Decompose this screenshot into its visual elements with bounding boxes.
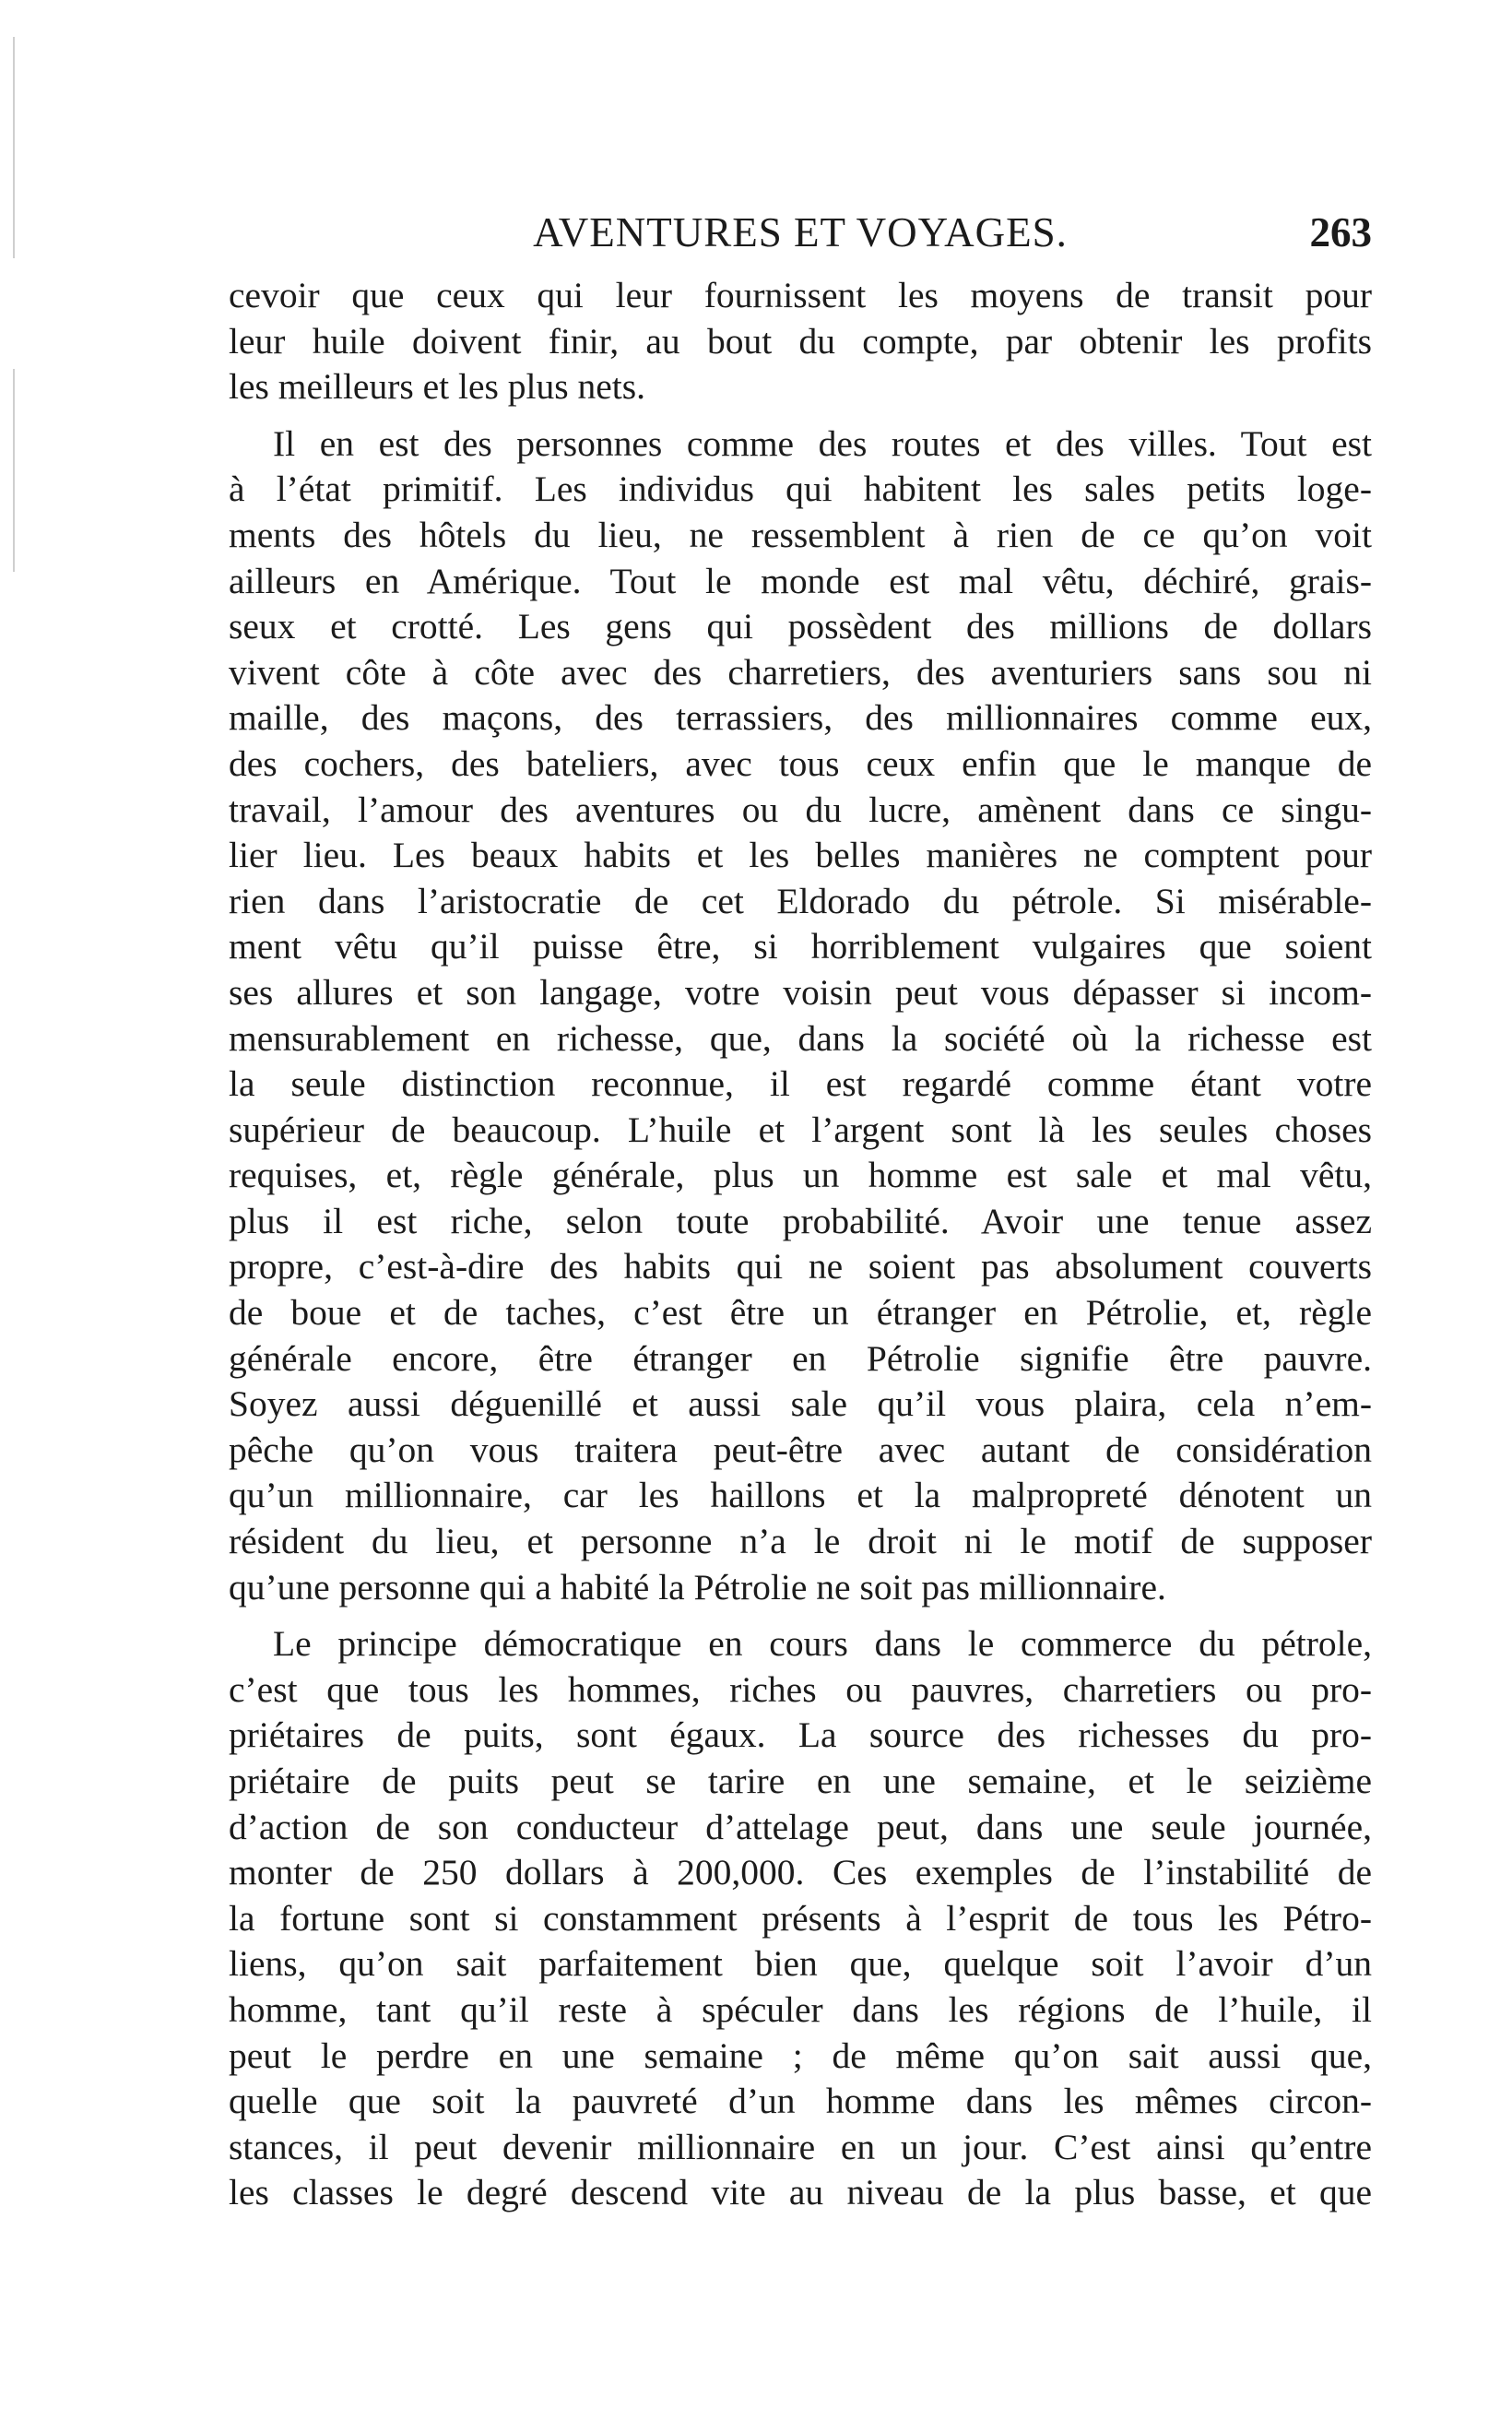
paragraph — [229, 1621, 1372, 2216]
text-line: liens, qu’on sait parfaitement bien que, quelque soit l’avoir d’un — [229, 1943, 1372, 1985]
text-line: stances, il peut devenir millionnaire en un jour. C’est ainsi qu’entre — [229, 2126, 1372, 2167]
text-line: quelle que soit la pauvreté d’un homme dans les mêmes circon- — [229, 2081, 1372, 2122]
text-line: requises, et, règle générale, plus un homme est sale et mal vêtu, — [229, 1155, 1372, 1196]
text-line: leur huile doivent finir, au bout du compte, par obtenir les profits — [229, 320, 1372, 362]
text-line: Le principe démocratique en cours dans le commerce du pétrole, — [273, 1623, 1372, 1665]
paragraph — [229, 421, 1372, 1610]
text-line: propre, c’est-à-dire des habits qui ne soient pas absolument couverts — [229, 1246, 1372, 1287]
text-line: la fortune sont si constamment présents à l’esprit de tous les Pétro- — [229, 1897, 1372, 1939]
text-line: les classes le degré descend vite au niveau de la plus basse, et que — [229, 2172, 1372, 2213]
text-line: qu’un millionnaire, car les haillons et la malpropreté dénotent un — [229, 1475, 1372, 1516]
paragraph — [229, 273, 1372, 410]
text-line: de boue et de taches, c’est être un étranger en Pétrolie, et, règle — [229, 1292, 1372, 1334]
text-line: supérieur de beaucoup. L’huile et l’argent sont là les seules choses — [229, 1109, 1372, 1150]
text-line: ailleurs en Amérique. Tout le monde est mal vêtu, déchiré, grais- — [229, 560, 1372, 601]
running-header — [229, 205, 1372, 260]
text-line: lier lieu. Les beaux habits et les belles manières ne comptent pour — [229, 835, 1372, 876]
text-line: priétaires de puits, sont égaux. La source des richesses du pro- — [229, 1714, 1372, 1756]
text-line: cevoir que ceux qui leur fournissent les moyens de transit pour — [229, 275, 1372, 315]
text-line: mensurablement en richesse, que, dans la société où la richesse est — [229, 1017, 1372, 1059]
text-line: la seule distinction reconnue, il est regardé comme étant votre — [229, 1063, 1372, 1105]
text-line: pêche qu’on vous traitera peut-être avec autant de considération — [229, 1429, 1372, 1470]
text-line: seux et crotté. Les gens qui possèdent des millions de dollars — [229, 606, 1372, 647]
text-line: Soyez aussi déguenillé et aussi sale qu’il vous plaira, cela n’em- — [229, 1383, 1372, 1425]
text-line: homme, tant qu’il reste à spéculer dans les régions de l’huile, il — [229, 1988, 1372, 2030]
text-line: générale encore, être étranger en Pétrolie signifie être pauvre. — [229, 1337, 1372, 1379]
text-line: vivent côte à côte avec des charretiers, des aventuriers sans sou ni — [229, 651, 1372, 693]
page-number: 263 — [1309, 209, 1372, 255]
text-line: Il en est des personnes comme des routes et des villes. Tout est — [273, 422, 1372, 464]
text-line: travail, l’amour des aventures ou du lucre, amènent dans ce singu- — [229, 789, 1372, 830]
text-line: à l’état primitif. Les individus qui habitent les sales petits loge- — [229, 469, 1372, 510]
text-line: les meilleurs et les plus nets. — [229, 366, 645, 408]
text-line: d’action de son conducteur d’attelage peut, dans une seule journée, — [229, 1806, 1372, 1847]
running-title: AVENTURES ET VOYAGES. — [533, 209, 1068, 255]
text-line: peut le perdre en une semaine ; de même qu’on sait aussi que, — [229, 2034, 1372, 2076]
text-line: c’est que tous les hommes, riches ou pauvres, charretiers ou pro- — [229, 1668, 1372, 1710]
text-line: monter de 250 dollars à 200,000. Ces exemples de l’instabilité de — [229, 1852, 1372, 1893]
text-line: résident du lieu, et personne n’a le droit ni le motif de supposer — [229, 1521, 1372, 1562]
paragraph-gap — [229, 410, 1372, 421]
text-line: ment vêtu qu’il puisse être, si horriblement vulgaires que soient — [229, 926, 1372, 967]
text-line: rien dans l’aristocratie de cet Eldorado du pétrole. Si misérable- — [229, 880, 1372, 921]
scan-edge-mark — [13, 369, 15, 572]
text-line: qu’une personne qui a habité la Pétrolie ne soit pas millionnaire. — [229, 1566, 1166, 1607]
text-line: plus il est riche, selon toute probabilité. Avoir une tenue assez — [229, 1200, 1372, 1241]
paragraph-gap — [229, 1610, 1372, 1621]
body-text — [229, 273, 1372, 2216]
text-line: maille, des maçons, des terrassiers, des millionnaires comme eux, — [229, 697, 1372, 739]
text-line: des cochers, des bateliers, avec tous ceux enfin que le manque de — [229, 742, 1372, 784]
scan-edge-mark — [13, 37, 15, 258]
text-line: priétaire de puits peut se tarire en une semaine, et le seizième — [229, 1761, 1372, 1801]
text-line: ses allures et son langage, votre voisin peut vous dépasser si incom- — [229, 971, 1372, 1013]
text-line: ments des hôtels du lieu, ne ressemblent à rien de ce qu’on voit — [229, 514, 1372, 555]
